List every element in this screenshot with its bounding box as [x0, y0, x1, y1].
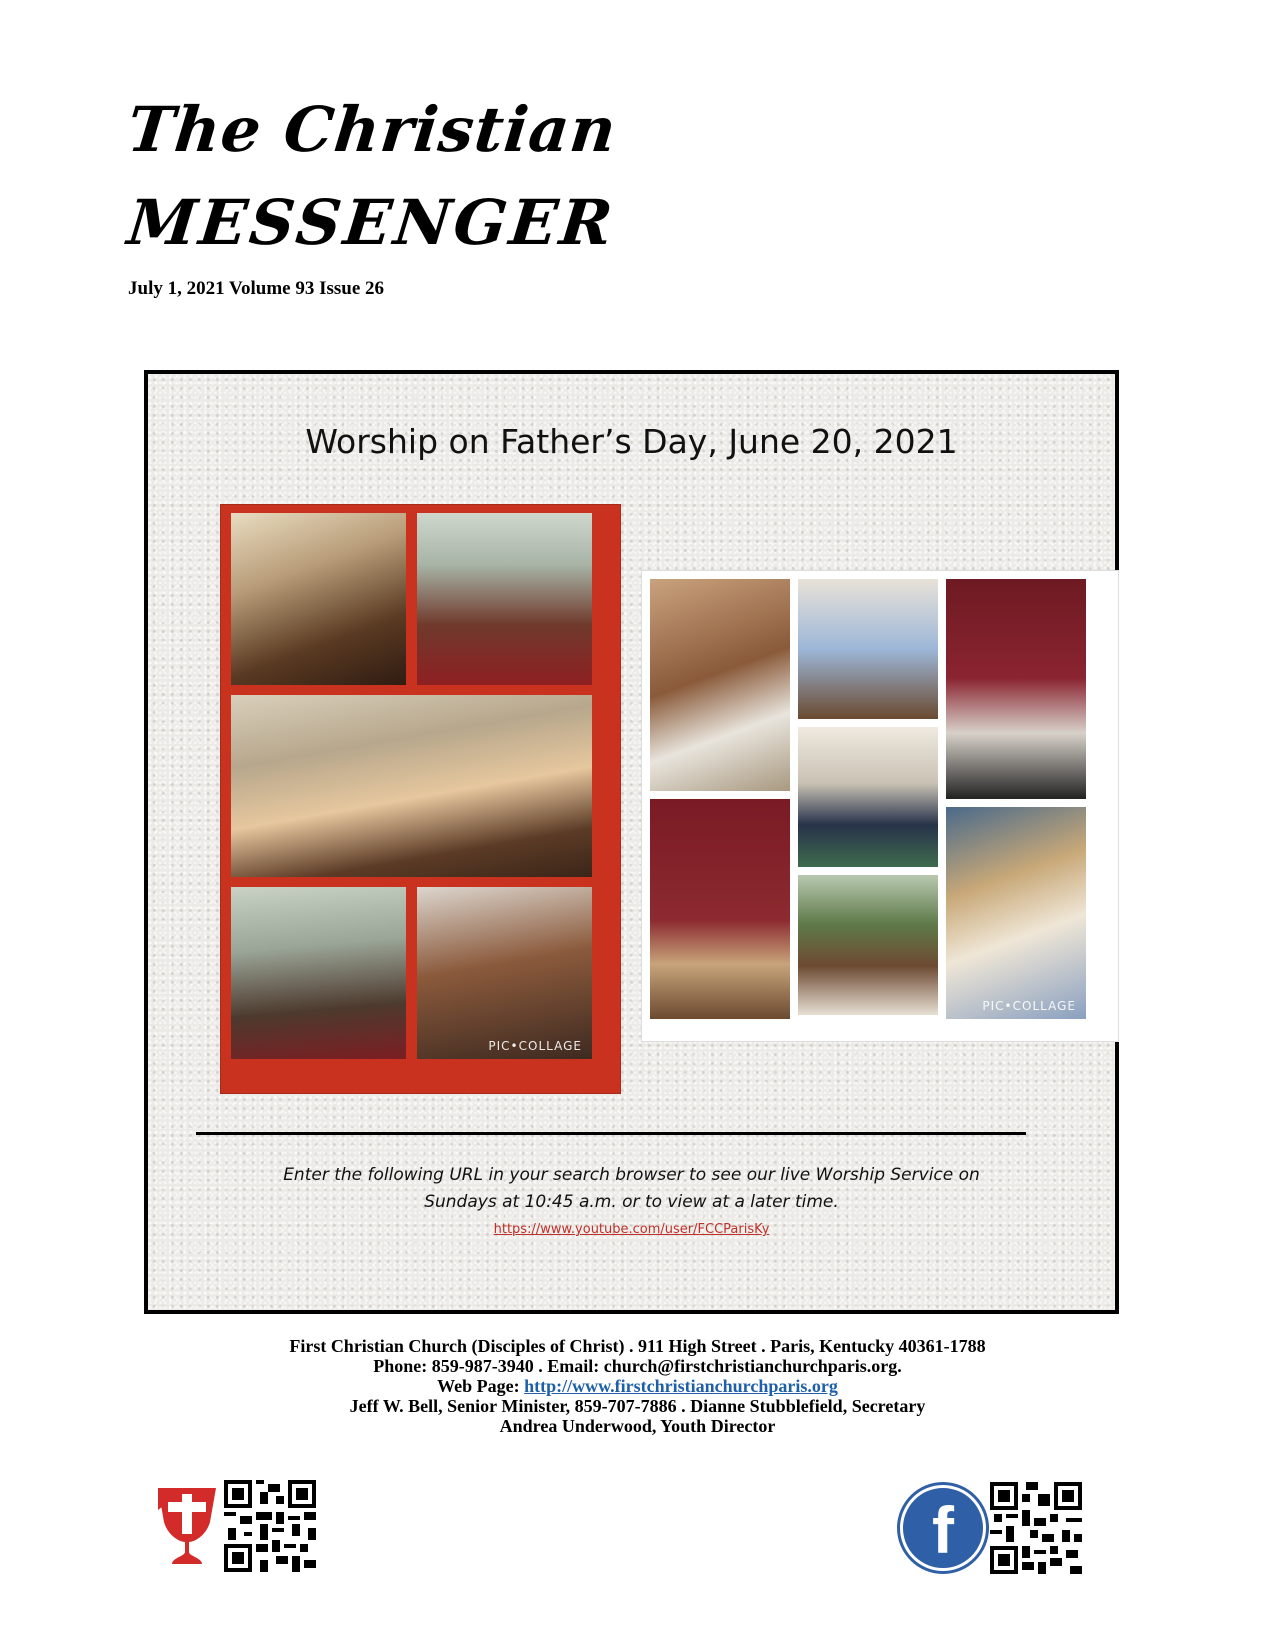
collage-photo: [946, 807, 1086, 1019]
collage-photo: [798, 579, 938, 719]
collage-photo: [417, 887, 592, 1059]
feature-title: Worship on Father’s Day, June 20, 2021: [305, 422, 958, 461]
collage-photo: [946, 579, 1086, 799]
issue-line: July 1, 2021 Volume 93 Issue 26: [128, 278, 385, 299]
footer-contact: [0, 1336, 1275, 1436]
masthead-title-line2: MESSENGER: [124, 186, 619, 259]
qr-code-icon[interactable]: [990, 1482, 1082, 1574]
masthead-title-line1: The Christian: [124, 93, 621, 166]
footer-web: [0, 1376, 1275, 1396]
collage-watermark: PIC•COLLAGE: [982, 999, 1076, 1013]
feature-box: [144, 370, 1119, 1314]
photo-collage-left: [220, 504, 621, 1094]
chalice-cross-icon: [156, 1480, 218, 1568]
youtube-link-text[interactable]: https://www.youtube.com/user/FCCParisKy: [493, 1222, 770, 1237]
footer-web-label: Web Page:: [437, 1376, 520, 1396]
photo-collage-right: [641, 570, 1119, 1042]
collage-photo: [798, 727, 938, 867]
feature-divider: [196, 1132, 1026, 1135]
website-link[interactable]: http://www.firstchristianchurchparis.org: [524, 1376, 838, 1396]
collage-watermark: PIC•COLLAGE: [488, 1039, 582, 1053]
masthead: [124, 93, 621, 259]
collage-photo: [650, 799, 790, 1019]
youtube-link[interactable]: [148, 1222, 1115, 1237]
footer-youth: Andrea Underwood, Youth Director: [499, 1416, 776, 1436]
collage-photo: [231, 695, 592, 877]
footer-phone-email: Phone: 859-987-3940 . Email: church@firstchristianchurchparis.org.: [373, 1356, 902, 1376]
instruction-line2: Sundays at 10:45 a.m. or to view at a later time.: [424, 1192, 839, 1212]
collage-photo: [231, 887, 406, 1059]
collage-photo: [650, 579, 790, 791]
feature-instructions: [148, 1162, 1115, 1216]
facebook-icon[interactable]: f: [900, 1485, 986, 1571]
collage-photo: [231, 513, 406, 685]
instruction-line1: Enter the following URL in your search browser to see our live Worship Service on: [283, 1165, 980, 1185]
qr-code-icon[interactable]: [224, 1480, 316, 1572]
collage-photo: [417, 513, 592, 685]
footer-staff: Jeff W. Bell, Senior Minister, 859-707-7886 . Dianne Stubblefield, Secretary: [349, 1396, 926, 1416]
collage-photo: [798, 875, 938, 1015]
footer-address: First Christian Church (Disciples of Christ) . 911 High Street . Paris, Kentucky 40361-1788: [289, 1336, 986, 1356]
